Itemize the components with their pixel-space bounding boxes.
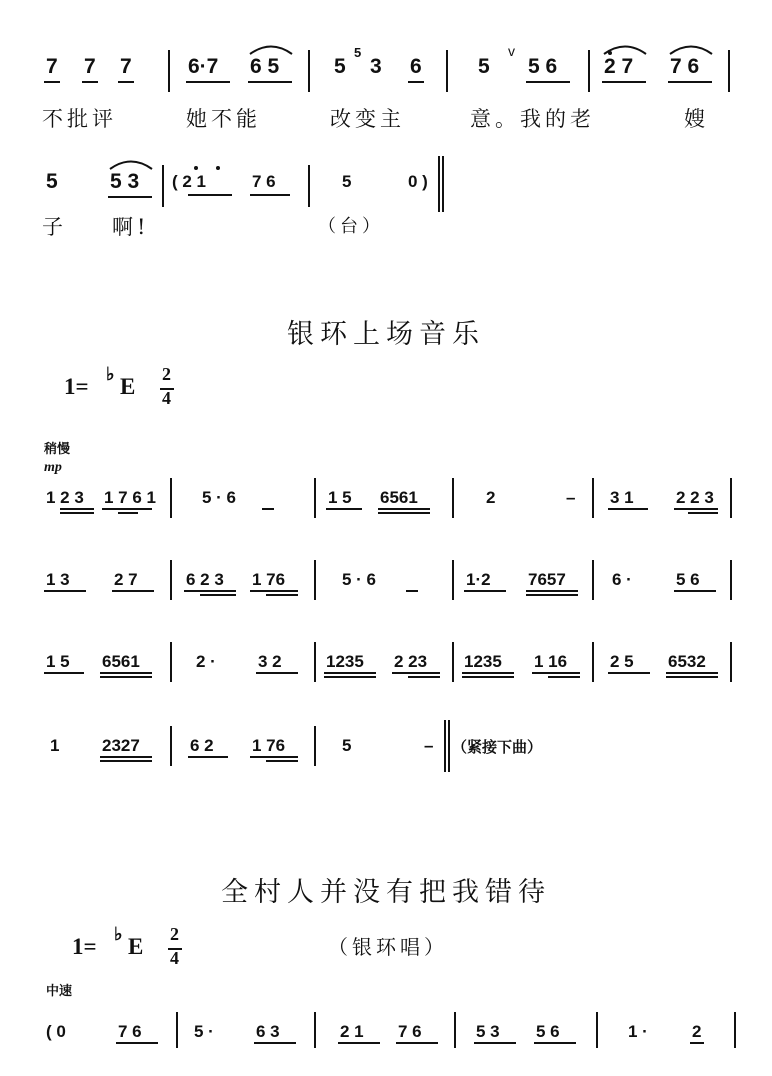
- note: 7 6: [670, 55, 700, 78]
- underline: [406, 590, 418, 592]
- flat-sign: ♭: [114, 924, 123, 944]
- barline: [168, 50, 170, 92]
- underline: [266, 594, 298, 596]
- note: 2 2 3: [676, 488, 714, 507]
- note: 6: [410, 55, 422, 78]
- note: 6 5: [250, 55, 280, 78]
- note: 2 5: [610, 652, 634, 671]
- time-sig-bottom: 4: [162, 388, 171, 408]
- underline: [102, 508, 152, 510]
- score-row-7: [0, 1020, 772, 1060]
- note: 3 1: [610, 488, 634, 507]
- note: 5 6: [536, 1022, 560, 1041]
- score-row-1: [0, 43, 772, 95]
- underline: [100, 760, 152, 762]
- score-row-3: [0, 486, 772, 526]
- underline: [666, 676, 718, 678]
- underline: [44, 672, 84, 674]
- note: 2 7: [114, 570, 138, 589]
- note: 0 ): [408, 172, 428, 191]
- slur: [108, 158, 154, 170]
- underline: [188, 756, 228, 758]
- barline: [170, 560, 172, 600]
- note: 6 2: [190, 736, 214, 755]
- underline: [250, 194, 290, 196]
- lyric: 她不能: [186, 107, 261, 131]
- underline: [408, 676, 440, 678]
- underline: [674, 590, 716, 592]
- flat-sign: ♭: [106, 364, 115, 384]
- underline: [668, 81, 712, 83]
- note: 1 76: [252, 736, 286, 755]
- barline: [314, 560, 316, 600]
- note: 2327: [102, 736, 140, 755]
- note: 2 1: [340, 1022, 364, 1041]
- underline: [118, 81, 134, 83]
- underline: [248, 81, 292, 83]
- dynamic-marking: mp: [44, 460, 62, 475]
- note: 6 ·: [612, 570, 632, 589]
- underline: [324, 676, 376, 678]
- barline: [730, 560, 732, 600]
- note: 1235: [326, 652, 364, 671]
- underline: [532, 672, 580, 674]
- performance-note: （紧接下曲）: [452, 738, 543, 756]
- underline: [200, 594, 236, 596]
- underline: [526, 590, 578, 592]
- note: ( 2 1: [172, 172, 207, 191]
- note: 5: [46, 170, 58, 193]
- barline: [308, 50, 310, 92]
- underline: [674, 508, 718, 510]
- note: 1 16: [534, 652, 568, 671]
- note: 5 6: [528, 55, 558, 78]
- underline: [462, 672, 514, 674]
- underline: [378, 508, 430, 510]
- note: 2 23: [394, 652, 428, 671]
- barline: [734, 1012, 736, 1048]
- note: 1 76: [252, 570, 286, 589]
- tempo-marking: 稍慢: [44, 442, 71, 457]
- note: 2: [486, 488, 496, 507]
- underline: [338, 1042, 380, 1044]
- barline: [452, 642, 454, 682]
- note: 5 ·: [194, 1022, 214, 1041]
- piece-title: 银环上场音乐: [287, 319, 485, 350]
- underline: [82, 81, 98, 83]
- time-sig-top: 2: [170, 924, 179, 944]
- grace-note: 5: [354, 45, 362, 60]
- underline: [44, 81, 60, 83]
- note: –: [424, 736, 434, 755]
- note: ( 0: [46, 1022, 66, 1041]
- underline: [392, 672, 440, 674]
- underline: [534, 1042, 576, 1044]
- slur: [248, 43, 294, 55]
- score-row-2: [0, 170, 772, 210]
- breath-mark: v: [508, 43, 515, 59]
- note: 5 3: [476, 1022, 500, 1041]
- stage-note: （台）: [318, 216, 384, 237]
- underline: [254, 1042, 296, 1044]
- underline: [266, 760, 298, 762]
- underline: [688, 512, 718, 514]
- note: 5 · 6: [342, 570, 377, 589]
- underline: [608, 508, 648, 510]
- underline: [250, 590, 298, 592]
- barline: [170, 478, 172, 518]
- slur: [602, 43, 648, 55]
- note: 7657: [528, 570, 566, 589]
- underline: [60, 508, 94, 510]
- underline: [326, 508, 362, 510]
- note: 6·7: [188, 55, 219, 78]
- underline: [666, 672, 718, 674]
- underline: [408, 81, 424, 83]
- underline: [526, 594, 578, 596]
- note: 6561: [102, 652, 140, 671]
- note: 5: [342, 172, 352, 191]
- underline: [396, 1042, 438, 1044]
- note: 1 5: [328, 488, 352, 507]
- barline: [314, 642, 316, 682]
- barline: [170, 642, 172, 682]
- lyric: 子: [42, 215, 67, 239]
- underline: [116, 1042, 158, 1044]
- lyric: 嫂: [684, 107, 709, 131]
- note: 6561: [380, 488, 418, 507]
- barline: [728, 50, 730, 92]
- note: –: [566, 488, 576, 507]
- underline: [112, 590, 154, 592]
- barline: [730, 478, 732, 518]
- note: 6 2 3: [186, 570, 224, 589]
- note: 3 2: [258, 652, 282, 671]
- barline: [452, 560, 454, 600]
- note: 7 6: [118, 1022, 142, 1041]
- lyric: 意。我的老: [470, 107, 595, 131]
- note: 1 3: [46, 570, 70, 589]
- underline: [100, 756, 152, 758]
- note: 5 6: [676, 570, 700, 589]
- tempo-marking: 中速: [46, 984, 73, 999]
- note: 2: [692, 1022, 702, 1041]
- barline: [452, 478, 454, 518]
- underline: [108, 196, 152, 198]
- time-sig-top: 2: [162, 364, 171, 384]
- score-row-4: [0, 568, 772, 608]
- barline: [308, 165, 310, 207]
- final-barline: [444, 720, 450, 772]
- barline: [592, 478, 594, 518]
- barline: [314, 478, 316, 518]
- note: 7 6: [398, 1022, 422, 1041]
- note: 7 6: [252, 172, 276, 191]
- underline: [608, 672, 650, 674]
- note: 1: [50, 736, 60, 755]
- underline: [474, 1042, 516, 1044]
- underline: [256, 672, 298, 674]
- underline: [324, 672, 376, 674]
- barline: [730, 642, 732, 682]
- slur: [668, 43, 714, 55]
- high-dot: [194, 166, 198, 170]
- underline: [100, 676, 152, 678]
- underline: [462, 676, 514, 678]
- barline: [162, 165, 164, 207]
- note: 6532: [668, 652, 706, 671]
- note: 7: [84, 55, 96, 78]
- note: 1 2 3: [46, 488, 84, 507]
- underline: [118, 512, 138, 514]
- underline: [602, 81, 646, 83]
- underline: [60, 512, 94, 514]
- underline: [526, 81, 570, 83]
- note: 1235: [464, 652, 502, 671]
- note: 1 5: [46, 652, 70, 671]
- note: 5: [478, 55, 490, 78]
- note: 2 7: [604, 55, 634, 78]
- final-barline: [438, 156, 444, 212]
- lyric: 啊!: [112, 215, 150, 239]
- underline: [184, 590, 236, 592]
- piece-title: 全村人并没有把我错待: [221, 877, 551, 908]
- barline: [176, 1012, 178, 1048]
- barline: [592, 642, 594, 682]
- note: 6 3: [256, 1022, 280, 1041]
- underline: [44, 590, 86, 592]
- note: 2 ·: [196, 652, 216, 671]
- barline: [454, 1012, 456, 1048]
- note: 5: [334, 55, 346, 78]
- underline: [464, 590, 506, 592]
- underline: [250, 756, 298, 758]
- underline: [100, 672, 152, 674]
- underline: [378, 512, 430, 514]
- underline: [262, 508, 274, 510]
- note: 1 ·: [628, 1022, 648, 1041]
- lyric: 改变主: [330, 107, 405, 131]
- note: 1 7 6 1: [104, 488, 156, 507]
- singer-label: （银环唱）: [328, 935, 448, 959]
- barline: [592, 560, 594, 600]
- note: 3: [370, 55, 382, 78]
- barline: [314, 1012, 316, 1048]
- note: 1·2: [466, 570, 491, 589]
- note: 5 · 6: [202, 488, 237, 507]
- note: 7: [46, 55, 58, 78]
- score-row-5: [0, 650, 772, 690]
- time-sig-bottom: 4: [170, 948, 179, 968]
- note: 7: [120, 55, 132, 78]
- barline: [596, 1012, 598, 1048]
- score-row-6: [0, 734, 772, 774]
- note: 5 3: [110, 170, 140, 193]
- underline: [188, 194, 232, 196]
- underline: [548, 676, 580, 678]
- underline: [186, 81, 230, 83]
- lyric: 不批评: [42, 107, 117, 131]
- underline: [690, 1042, 704, 1044]
- barline: [588, 50, 590, 92]
- note: 5: [342, 736, 352, 755]
- barline: [446, 50, 448, 92]
- barline: [314, 726, 316, 766]
- high-dot: [216, 166, 220, 170]
- barline: [170, 726, 172, 766]
